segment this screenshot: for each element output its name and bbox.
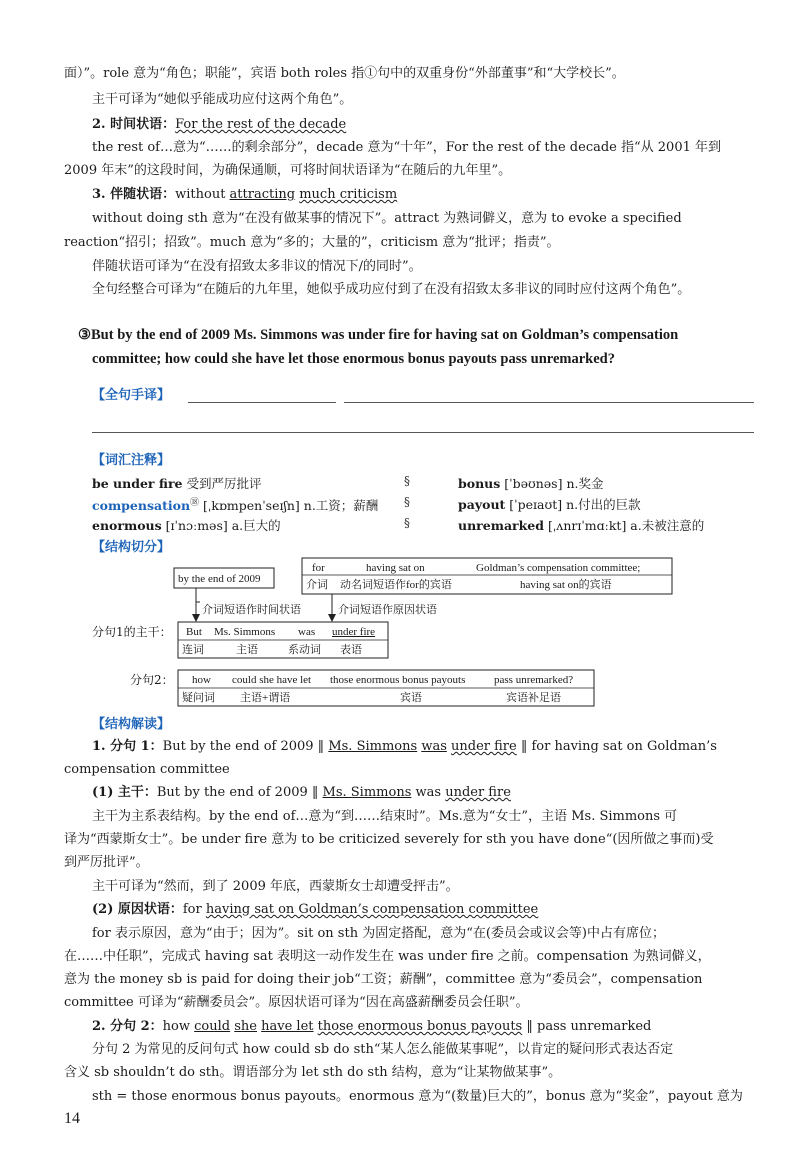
c2-f: have let bbox=[261, 1019, 314, 1034]
accomp-line-3: 伴随状语可译为“在没有招致太多非议的情况下/的同时”。 bbox=[92, 259, 422, 274]
clause1-line-2: compensation committee bbox=[64, 762, 230, 777]
acc-b: attracting bbox=[229, 187, 296, 202]
time-head: 2. 时间状语： bbox=[92, 117, 176, 132]
m-verb: was bbox=[411, 785, 446, 800]
for-box-label-2: 动名词短语作for的宾语 bbox=[340, 579, 452, 591]
clause2-label-1: 疑问词 bbox=[182, 692, 215, 704]
time-line-2: 2009 年末”的这段时间，为确保通顺，可将时间状语译为“在随后的九年里”。 bbox=[64, 163, 512, 178]
vocab-def: [ˈpeɪaʊt] n.付出的巨款 bbox=[505, 497, 641, 512]
c2-i: ‖ pass unremarked bbox=[522, 1019, 652, 1034]
clause2-label-3: 宾语 bbox=[400, 692, 422, 704]
main-line-2: 译为“西蒙斯女士”。be under fire 意为 to be criticized severely for sth you have done“(因所做之事而)受 bbox=[64, 832, 714, 847]
r-text-a: for bbox=[182, 902, 206, 917]
main-line-4: 主干可译为“然而，到了 2009 年底，西蒙斯女士却遭受抨击”。 bbox=[92, 879, 459, 894]
clause2-word-4: pass unremarked? bbox=[494, 674, 574, 686]
c2-a: how bbox=[162, 1019, 195, 1034]
reason-line-3: 意为 the money sb is paid for doing their job“工资；薪酬”，committee 意为“委员会”，compensation bbox=[64, 972, 703, 987]
c1-pred: under fire bbox=[451, 739, 517, 754]
c2-h: those enormous bonus payouts bbox=[317, 1019, 523, 1034]
c1-text-b: ‖ for having sat on Goldman’s bbox=[516, 739, 717, 754]
for-box-word-1: for bbox=[312, 562, 325, 574]
section-split: 【结构切分】 bbox=[92, 540, 171, 555]
for-box-word-3: Goldman’s compensation committee; bbox=[476, 562, 641, 574]
acc-a: without bbox=[175, 187, 230, 202]
clause1-label-2: 主语 bbox=[236, 644, 258, 656]
section-translate: 【全句手译】 bbox=[92, 388, 171, 403]
m-subj: Ms. Simmons bbox=[322, 785, 412, 800]
page-number: 14 bbox=[64, 1110, 80, 1127]
frequency-mark: ⑱ bbox=[190, 498, 200, 508]
clause2-label-4: 宾语补足语 bbox=[506, 692, 561, 704]
sentence-line-2: committee; how could she have let those enormous bonus payouts pass unremarked? bbox=[92, 351, 615, 367]
for-box-label-3: having sat on的宾语 bbox=[520, 579, 612, 591]
by-box-text: by the end of 2009 bbox=[178, 573, 261, 585]
accomp-line-2: reaction“招引；招致”。much 意为“多的；大量的”，criticism 意为“批评；指责”。 bbox=[64, 235, 560, 250]
r-phrase: having sat on Goldman’s compensation committee bbox=[205, 902, 539, 917]
c1-head: 1. 分句 1： bbox=[92, 739, 163, 754]
clause2-line-2: 含义 sb shouldn’t do sth。谓语部分为 let sth do sth 结构，意为“让某物做某事”。 bbox=[64, 1065, 562, 1080]
reason-line-1: for 表示原因，意为“由于；因为”。sit on sth 为固定搭配，意为“在(委员会或议会等)中占有席位； bbox=[92, 926, 665, 941]
vocab-word: payout bbox=[458, 497, 506, 512]
intro-line-1: 面）”。role 意为“角色；职能”，宾语 both roles 指①句中的双重身份“外部董事”和“大学校长”。 bbox=[64, 66, 625, 81]
for-box-label-1: 介词 bbox=[306, 579, 328, 591]
clause2-line-3: sth = those enormous bonus payouts。enormous 意为“(数量)巨大的”，bonus 意为“奖金”，payout 意为 bbox=[92, 1089, 743, 1104]
vocab-word: unremarked bbox=[458, 518, 544, 533]
vocab-def: [ɪˈnɔːməs] a.巨大的 bbox=[161, 518, 281, 533]
clause1-label-3: 系动词 bbox=[288, 644, 321, 656]
clause1-word-4: under fire bbox=[332, 626, 376, 638]
clause1-word-2: Ms. Simmons bbox=[214, 626, 276, 638]
arrow-label-reason: 介词短语作原因状语 bbox=[338, 604, 437, 616]
time-phrase: For the rest of the decade bbox=[175, 117, 347, 132]
section-analysis: 【结构解读】 bbox=[92, 717, 171, 732]
m-head: (1) 主干： bbox=[92, 785, 157, 800]
main-line-3: 到严厉批评”。 bbox=[64, 855, 149, 870]
for-box-word-2: having sat on bbox=[366, 562, 425, 574]
clause1-word-1: But bbox=[186, 626, 202, 638]
m-text: But by the end of 2009 ‖ bbox=[156, 785, 323, 800]
whole-translation: 全句经整合可译为“在随后的九年里，她似乎成功应付到了在没有招致太多非议的同时应付这两个角色”。 bbox=[92, 282, 691, 297]
acc-head: 3. 伴随状语： bbox=[92, 187, 176, 202]
c1-subj: Ms. Simmons bbox=[328, 739, 418, 754]
clause1-label-4: 表语 bbox=[340, 644, 362, 656]
acc-d: much criticism bbox=[299, 187, 398, 202]
vocab-def: 受到严厉批评 bbox=[182, 476, 262, 491]
clause2-label: 分句2： bbox=[130, 673, 174, 687]
accomp-line-1: without doing sth 意为“在没有做某事的情况下”。attract 为熟词僻义，意为 to evoke a specified bbox=[92, 211, 682, 226]
r-head: (2) 原因状语： bbox=[92, 902, 183, 917]
clause2-word-1: how bbox=[192, 674, 211, 686]
c1-verb: was bbox=[421, 739, 447, 754]
vocab-word: be under fire bbox=[92, 476, 183, 491]
clause1-word-3: was bbox=[298, 626, 316, 638]
c2-d: she bbox=[234, 1019, 257, 1034]
section-vocab: 【词汇注释】 bbox=[92, 453, 171, 468]
clause1-heading bbox=[92, 739, 717, 755]
clause1-label-1: 连词 bbox=[182, 644, 204, 656]
reason-line-4: committee 可译为“薪酬委员会”。原因状语可译为“因在高盛薪酬委员会任职”。 bbox=[64, 995, 529, 1010]
c2-head: 2. 分句 2： bbox=[92, 1019, 163, 1034]
vocab-divider-1: § bbox=[404, 474, 410, 488]
sentence-line-1: ③But by the end of 2009 Ms. Simmons was under fire for having sat on Goldman’s compensation bbox=[78, 327, 679, 343]
c2-b: could bbox=[194, 1019, 231, 1034]
vocab-word: enormous bbox=[92, 518, 162, 533]
vocab-word: bonus bbox=[458, 476, 501, 491]
reason-heading bbox=[92, 902, 538, 918]
c1-text-a: But by the end of 2009 ‖ bbox=[162, 739, 329, 754]
clause2-label-2: 主语+谓语 bbox=[240, 692, 291, 704]
clause2-line-1: 分句 2 为常见的反问句式 how could sb do sth“某人怎么能做某事呢”，以肯定的疑问形式表达否定 bbox=[92, 1042, 674, 1057]
vocab-def: [ˌkɒmpenˈseɪʃn] n.工资；薪酬 bbox=[199, 498, 379, 514]
main-heading bbox=[92, 785, 511, 801]
reason-line-2: 在……中任职”，完成式 having sat 表明这一动作发生在 was under fire 之前。compensation 为熟词僻义， bbox=[64, 949, 711, 964]
vocab-divider-2: § bbox=[404, 495, 410, 509]
clause2-word-2: could she have let bbox=[232, 674, 312, 686]
clause2-heading bbox=[92, 1019, 651, 1035]
time-line-1: the rest of…意为“……的剩余部分”，decade 意为“十年”，For the rest of the decade 指“从 2001 年到 bbox=[92, 140, 721, 155]
arrow-label-time: 介词短语作时间状语 bbox=[202, 604, 301, 616]
clause2-word-3: those enormous bonus payouts bbox=[330, 674, 466, 686]
vocab-divider-3: § bbox=[404, 516, 410, 530]
vocab-def: [ˈbəʊnəs] n.奖金 bbox=[500, 476, 604, 491]
intro-line-2: 主干可译为“她似乎能成功应付这两个角色”。 bbox=[92, 92, 353, 107]
m-pred: under fire bbox=[445, 785, 511, 800]
vocab-def: [ˌʌnrɪˈmɑːkt] a.未被注意的 bbox=[543, 518, 705, 533]
vocab-word: compensation bbox=[92, 498, 191, 514]
clause1-label: 分句1的主干： bbox=[92, 625, 172, 639]
main-line-1: 主干为主系表结构。by the end of…意为“到……结束时”。Ms.意为“女士”，主语 Ms. Simmons 可 bbox=[92, 809, 678, 824]
